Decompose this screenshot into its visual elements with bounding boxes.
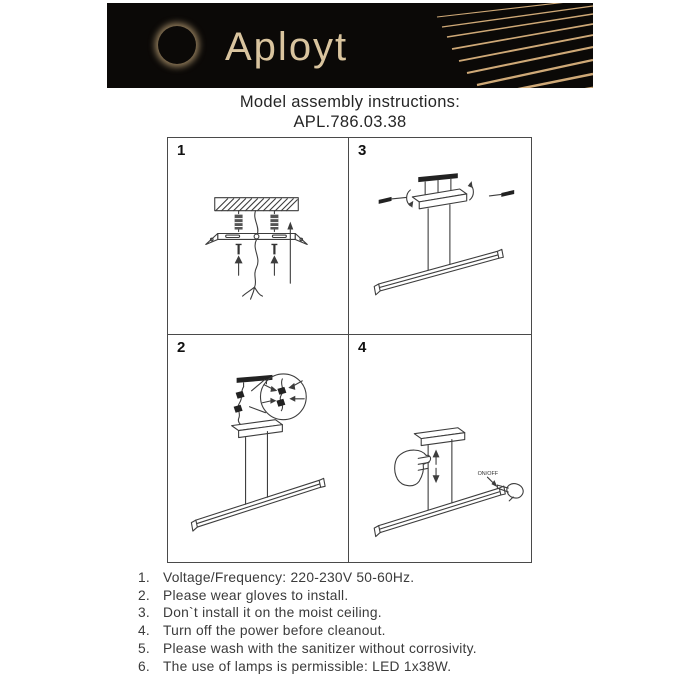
diagram-grid bbox=[167, 137, 532, 563]
title-heading: Model assembly instructions: bbox=[239, 93, 461, 111]
item-text: Please wear gloves to install. bbox=[163, 587, 349, 603]
panel-step-2 bbox=[168, 335, 349, 562]
step-number: 3 bbox=[358, 142, 367, 159]
item-number: 1. bbox=[137, 570, 150, 585]
panel-step-1 bbox=[168, 138, 349, 335]
diagram-adjust-and-switch bbox=[349, 335, 531, 562]
instruction-item bbox=[108, 622, 608, 640]
panel-step-4 bbox=[349, 335, 531, 562]
page-title bbox=[0, 92, 700, 132]
item-text: Don`t install it on the moist ceiling. bbox=[163, 605, 382, 621]
panel-step-3 bbox=[349, 138, 531, 335]
diagram-ceiling-bracket bbox=[168, 138, 348, 334]
item-text: Please wash with the sanitizer without corrosivity. bbox=[163, 640, 477, 656]
instruction-list bbox=[108, 569, 608, 675]
item-text: Voltage/Frequency: 220-230V 50-60Hz. bbox=[163, 570, 415, 585]
diagram-canopy-screws bbox=[349, 138, 531, 334]
rays-decoration-icon bbox=[393, 3, 593, 88]
instruction-item bbox=[108, 569, 608, 587]
instruction-item bbox=[108, 587, 608, 605]
item-number: 2. bbox=[137, 587, 150, 603]
item-number: 3. bbox=[137, 605, 150, 621]
item-number: 4. bbox=[137, 623, 150, 639]
item-text: The use of lamps is permissible: LED 1x38W. bbox=[163, 658, 452, 674]
diagram-wire-connection bbox=[168, 335, 348, 562]
item-number: 6. bbox=[137, 658, 150, 674]
brand-name: Aployt bbox=[225, 25, 349, 69]
instruction-item bbox=[108, 640, 608, 658]
switch-label: ON/OFF bbox=[477, 471, 499, 478]
sunburst-core bbox=[158, 26, 196, 64]
step-number: 4 bbox=[358, 339, 367, 356]
item-number: 5. bbox=[137, 640, 150, 656]
instruction-item bbox=[108, 604, 608, 622]
instruction-item bbox=[108, 658, 608, 676]
step-number: 1 bbox=[177, 142, 186, 159]
brand-banner bbox=[107, 3, 593, 88]
model-number: APL.786.03.38 bbox=[293, 113, 407, 131]
step-number: 2 bbox=[177, 339, 186, 356]
item-text: Turn off the power before cleanout. bbox=[163, 623, 386, 639]
